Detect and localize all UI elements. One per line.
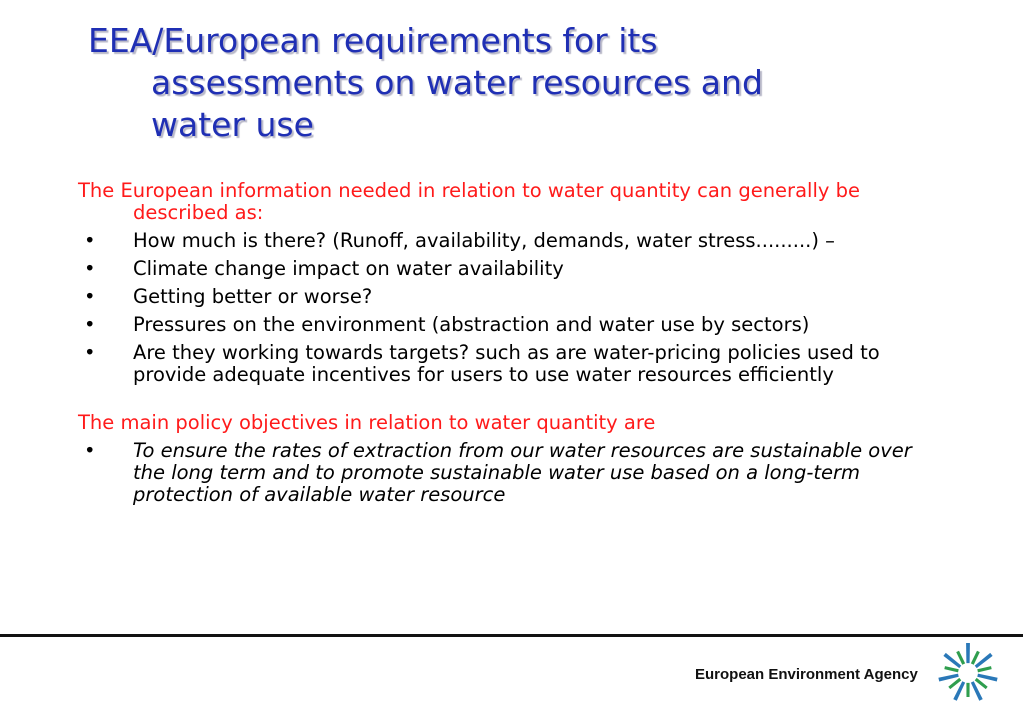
slide-title-line-1: EEA/European requirements for its [88, 21, 658, 60]
bullet-item [78, 258, 938, 280]
bullet-icon: • [84, 313, 96, 336]
footer-divider [0, 634, 1023, 637]
bullet-icon: • [84, 257, 96, 280]
bullet-item [78, 286, 938, 308]
section1-intro: The European information needed in relation to water quantity can generally be described as: [78, 179, 860, 224]
bullet-item [78, 230, 938, 252]
section2-intro: The main policy objectives in relation to water quantity are [78, 411, 656, 434]
agency-name: European Environment Agency [695, 666, 918, 683]
bullet-text: Getting better or worse? [133, 285, 373, 308]
section2-bullet-list [78, 440, 938, 506]
bullet-icon: • [84, 229, 96, 252]
slide-title [88, 20, 988, 146]
eea-logo-icon [934, 640, 1002, 704]
bullet-text: Pressures on the environment (abstraction and water use by sectors) [133, 313, 810, 336]
logo-ray [977, 674, 997, 682]
bullet-text: Are they working towards targets? such as are water-pricing policies used to provide adequate incentives for users to use water resources efficiently [133, 341, 880, 386]
bullet-icon: • [84, 341, 96, 364]
bullet-icon: • [84, 439, 96, 462]
bullet-text: How much is there? (Runoff, availability, demands, water stress.........) – [133, 229, 835, 252]
section1-bullet-list [78, 230, 938, 386]
slide-body [78, 180, 938, 512]
logo-ray [966, 683, 969, 697]
bullet-item [78, 440, 938, 506]
slide-title-line-3: water use [151, 105, 314, 144]
bullet-text: To ensure the rates of extraction from our water resources are sustainable over the long term and to promote sustainable water use based on a long-term protection of available water resource [133, 439, 912, 506]
slide-title-line-2: assessments on water resources and [151, 63, 763, 102]
bullet-item [78, 342, 938, 386]
bullet-item [78, 314, 938, 336]
section-spacer [78, 392, 938, 412]
bullet-text: Climate change impact on water availability [133, 257, 564, 280]
bullet-icon: • [84, 285, 96, 308]
logo-ray [938, 674, 958, 682]
logo-ray [966, 643, 970, 663]
logo-ray [944, 666, 958, 672]
logo-ray [977, 666, 991, 672]
